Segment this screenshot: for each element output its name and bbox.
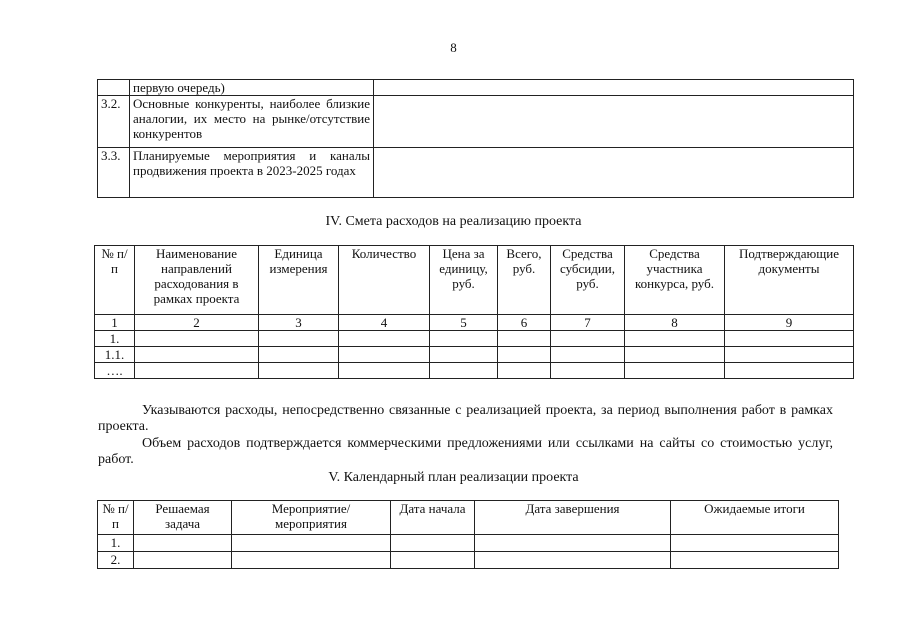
header-end-date: Дата завершения (475, 501, 671, 535)
row-number: 1. (95, 331, 135, 347)
header-expected-results: Ожидаемые итоги (671, 501, 839, 535)
row-number: …. (95, 363, 135, 379)
table-row (98, 80, 854, 96)
row-number: 3.2. (98, 96, 130, 148)
section-5-title: V. Календарный план реализации проекта (328, 470, 579, 485)
header-task: Решаемая задача (134, 501, 232, 535)
row-number: 1. (98, 535, 134, 552)
header-unit-price: Цена за единицу, руб. (430, 246, 498, 315)
note-paragraph: Указываются расходы, непосредственно связанные с реализацией проекта, за период выполнения работ в рамках проекта. (98, 403, 833, 434)
column-number: 8 (625, 315, 725, 331)
column-number: 1 (95, 315, 135, 331)
project-info-table (97, 79, 854, 198)
column-number: 2 (135, 315, 259, 331)
header-row (95, 246, 854, 315)
header-documents: Подтверждающие документы (725, 246, 854, 315)
column-number: 6 (498, 315, 551, 331)
header-quantity: Количество (339, 246, 430, 315)
column-number: 5 (430, 315, 498, 331)
row-number: 3.3. (98, 148, 130, 198)
table-row (95, 331, 854, 347)
row-value (374, 148, 854, 198)
row-label: Основные конкуренты, наиболее близкие аналогии, их место на рынке/отсутствие конкурентов (130, 96, 374, 148)
row-value (374, 80, 854, 96)
header-row (98, 501, 839, 535)
table-row (95, 347, 854, 363)
row-label: первую очередь) (130, 80, 374, 96)
column-number: 3 (259, 315, 339, 331)
table-row (95, 363, 854, 379)
row-number (98, 80, 130, 96)
table-row (98, 148, 854, 198)
table-row (98, 552, 839, 569)
header-number: № п/п (98, 501, 134, 535)
column-number: 4 (339, 315, 430, 331)
column-number: 7 (551, 315, 625, 331)
header-expense-direction: Наименование направлений расходования в рамках проекта (135, 246, 259, 315)
note-paragraph: Объем расходов подтверждается коммерческими предложениями или ссылками на сайты со стоимостью услуг, работ. (98, 436, 833, 467)
table-row (98, 535, 839, 552)
header-participant-funds: Средства участника конкурса, руб. (625, 246, 725, 315)
column-number-row (95, 315, 854, 331)
row-value (374, 96, 854, 148)
budget-table (94, 245, 854, 379)
calendar-plan-table (97, 500, 839, 569)
table-row (98, 96, 854, 148)
column-number: 9 (725, 315, 854, 331)
header-subsidy: Средства субсидии, руб. (551, 246, 625, 315)
row-number: 1.1. (95, 347, 135, 363)
row-label: Планируемые мероприятия и каналы продвижения проекта в 2023-2025 годах (130, 148, 374, 198)
header-number: № п/п (95, 246, 135, 315)
header-activity: Мероприятие/ мероприятия (232, 501, 391, 535)
header-unit: Единица измерения (259, 246, 339, 315)
header-total: Всего, руб. (498, 246, 551, 315)
header-start-date: Дата начала (391, 501, 475, 535)
section-4-title: IV. Смета расходов на реализацию проекта (325, 214, 582, 229)
page-number: 8 (450, 40, 457, 55)
row-number: 2. (98, 552, 134, 569)
